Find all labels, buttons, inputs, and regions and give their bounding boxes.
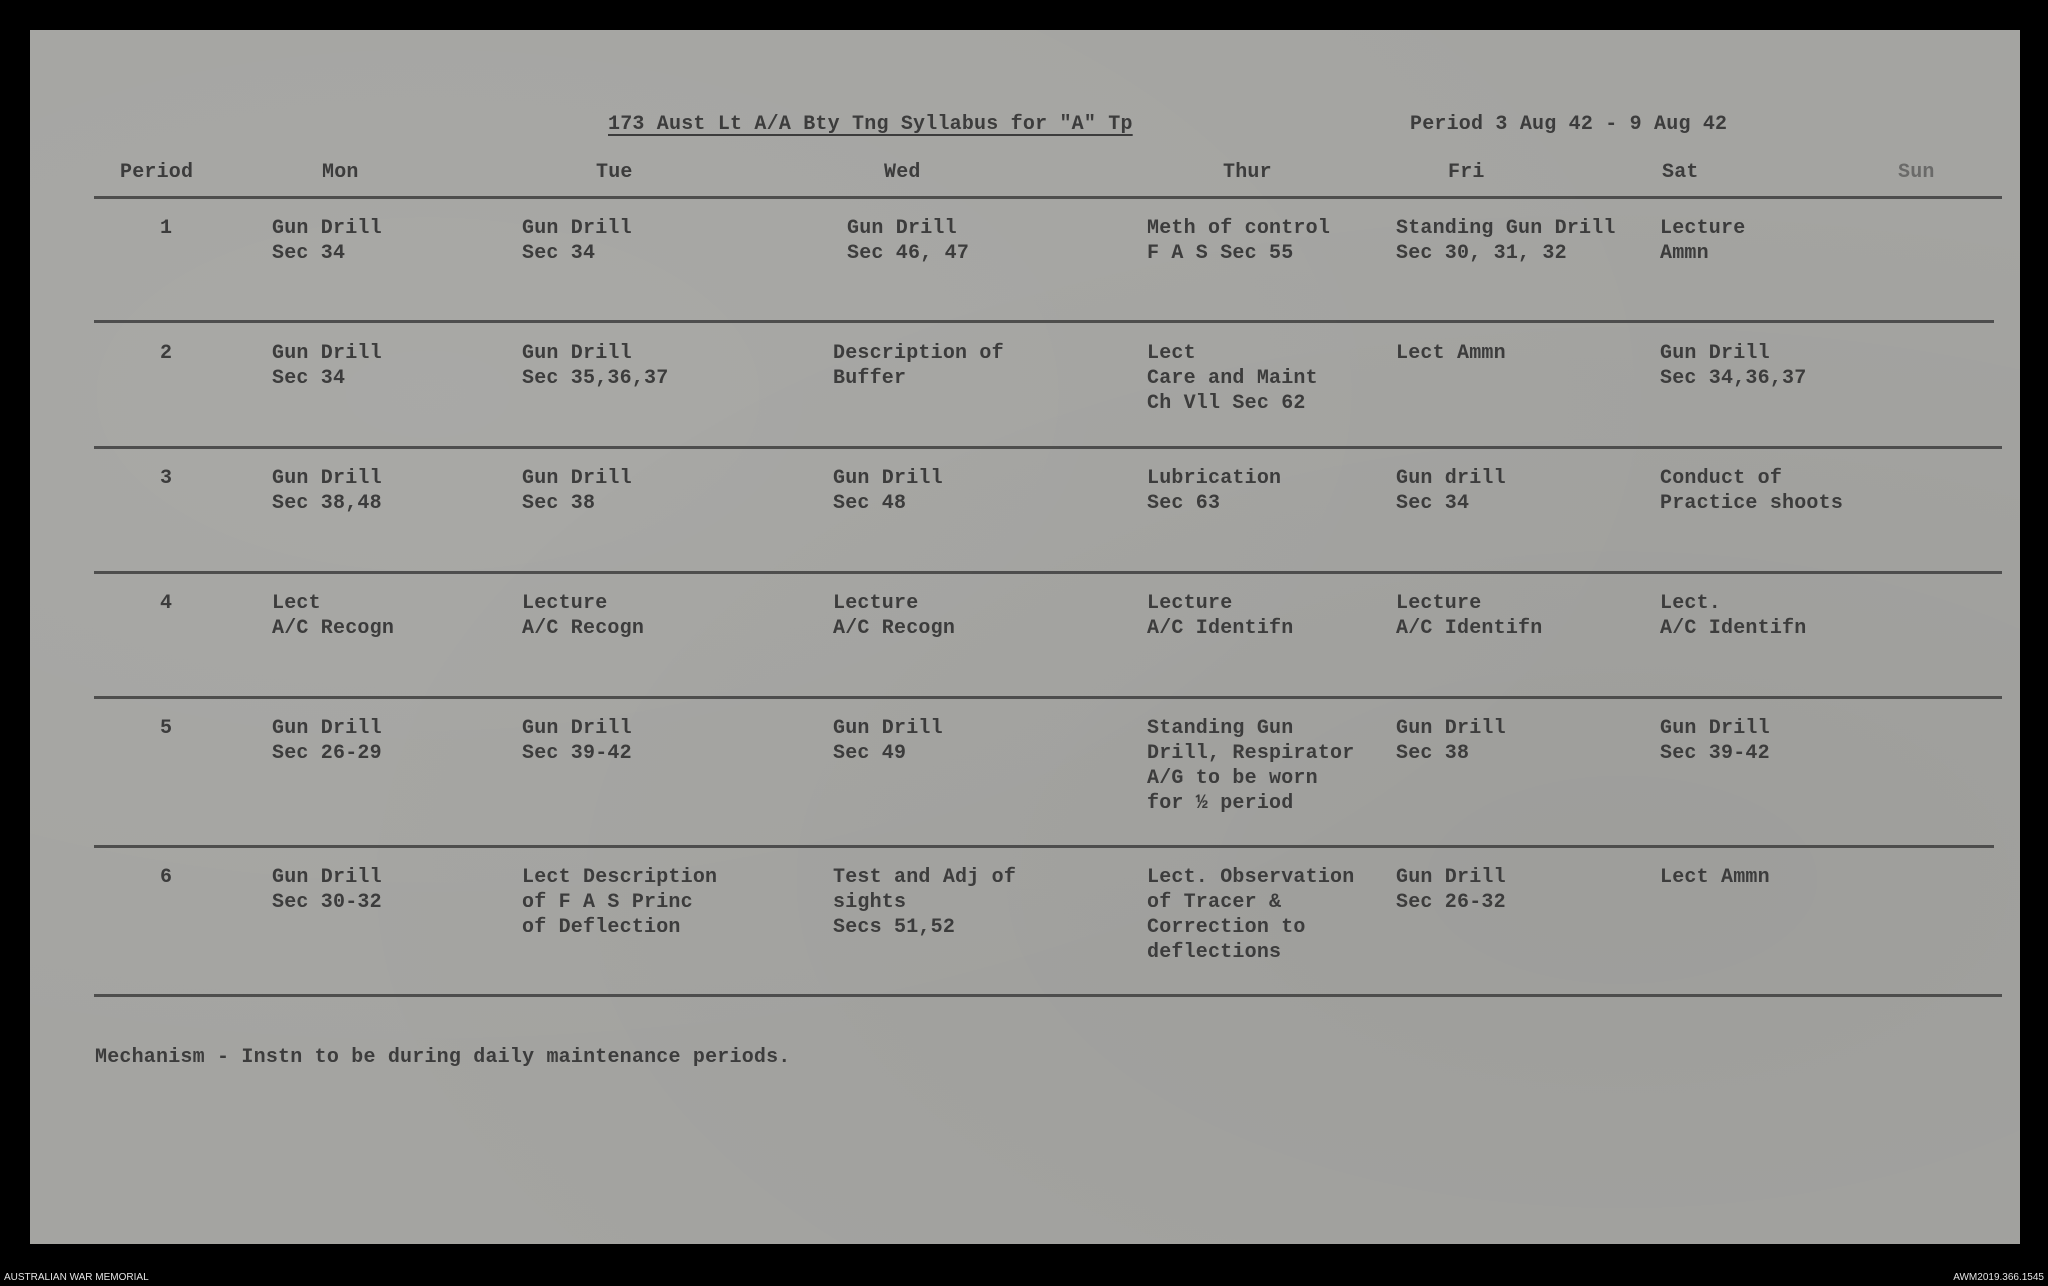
row-3-wed: Gun Drill Sec 48 [833, 467, 943, 515]
row-2-fri: Lect Ammn [1396, 342, 1506, 365]
col-header-period: Period [120, 161, 194, 184]
col-header-tue: Tue [596, 161, 633, 184]
header-rule [94, 196, 2002, 199]
row-5-thur: Standing Gun Drill, Respirator A/G to be worn for ½ period [1147, 717, 1355, 815]
row-4-wed: Lecture A/C Recogn [833, 592, 956, 640]
row-1-fri: Standing Gun Drill Sec 30, 31, 32 [1396, 217, 1616, 265]
row-3-tue: Gun Drill Sec 38 [522, 467, 632, 515]
col-header-sat: Sat [1662, 161, 1699, 184]
row-5-period: 5 [160, 717, 173, 740]
document-sheet [30, 30, 2020, 1244]
col-header-fri: Fri [1448, 161, 1485, 184]
col-header-thur: Thur [1223, 161, 1272, 184]
row-6-thur: Lect. Observation of Tracer & Correction to deflections [1147, 866, 1355, 964]
row-4-thur: Lecture A/C Identifn [1147, 592, 1294, 640]
row-2-wed: Description of Buffer [833, 342, 1004, 390]
row-3-thur: Lubrication Sec 63 [1147, 467, 1282, 515]
row-2-period: 2 [160, 342, 173, 365]
row-rule [94, 696, 2002, 699]
row-rule [94, 320, 1994, 323]
row-5-fri: Gun Drill Sec 38 [1396, 717, 1506, 765]
row-6-mon: Gun Drill Sec 30-32 [272, 866, 382, 914]
row-3-fri: Gun drill Sec 34 [1396, 467, 1506, 515]
row-6-tue: Lect Description of F A S Princ of Deflection [522, 866, 718, 939]
archive-source: AUSTRALIAN WAR MEMORIAL [4, 1272, 149, 1283]
row-5-mon: Gun Drill Sec 26-29 [272, 717, 382, 765]
row-5-wed: Gun Drill Sec 49 [833, 717, 943, 765]
row-4-fri: Lecture A/C Identifn [1396, 592, 1543, 640]
row-1-tue: Gun Drill Sec 34 [522, 217, 632, 265]
row-3-sat: Conduct of Practice shoots [1660, 467, 1844, 515]
row-5-tue: Gun Drill Sec 39-42 [522, 717, 632, 765]
row-2-mon: Gun Drill Sec 34 [272, 342, 382, 390]
row-2-sat: Gun Drill Sec 34,36,37 [1660, 342, 1807, 390]
row-6-fri: Gun Drill Sec 26-32 [1396, 866, 1506, 914]
row-1-sat: Lecture Ammn [1660, 217, 1746, 265]
row-6-sat: Lect Ammn [1660, 866, 1770, 889]
col-header-sun: Sun [1898, 161, 1935, 184]
row-rule [94, 571, 2002, 574]
col-header-wed: Wed [884, 161, 921, 184]
row-1-mon: Gun Drill Sec 34 [272, 217, 382, 265]
table-bottom-rule [94, 994, 2002, 997]
row-3-mon: Gun Drill Sec 38,48 [272, 467, 382, 515]
row-rule [94, 446, 2002, 449]
row-6-period: 6 [160, 866, 173, 889]
row-4-tue: Lecture A/C Recogn [522, 592, 645, 640]
row-2-thur: Lect Care and Maint Ch Vll Sec 62 [1147, 342, 1318, 415]
row-4-sat: Lect. A/C Identifn [1660, 592, 1807, 640]
footer-note: Mechanism - Instn to be during daily maintenance periods. [95, 1046, 791, 1069]
row-6-wed: Test and Adj of sights Secs 51,52 [833, 866, 1017, 939]
row-4-mon: Lect A/C Recogn [272, 592, 395, 640]
row-4-period: 4 [160, 592, 173, 615]
col-header-mon: Mon [322, 161, 359, 184]
row-5-sat: Gun Drill Sec 39-42 [1660, 717, 1770, 765]
row-2-tue: Gun Drill Sec 35,36,37 [522, 342, 669, 390]
document-title: 173 Aust Lt A/A Bty Tng Syllabus for "A" Tp [608, 113, 1133, 136]
row-1-wed: Gun Drill Sec 46, 47 [847, 217, 970, 265]
period-range: Period 3 Aug 42 - 9 Aug 42 [1410, 113, 1728, 136]
row-1-thur: Meth of control F A S Sec 55 [1147, 217, 1331, 265]
row-3-period: 3 [160, 467, 173, 490]
row-rule [94, 845, 1994, 848]
archive-reference: AWM2019.366.1545 [1953, 1272, 2044, 1283]
row-1-period: 1 [160, 217, 173, 240]
